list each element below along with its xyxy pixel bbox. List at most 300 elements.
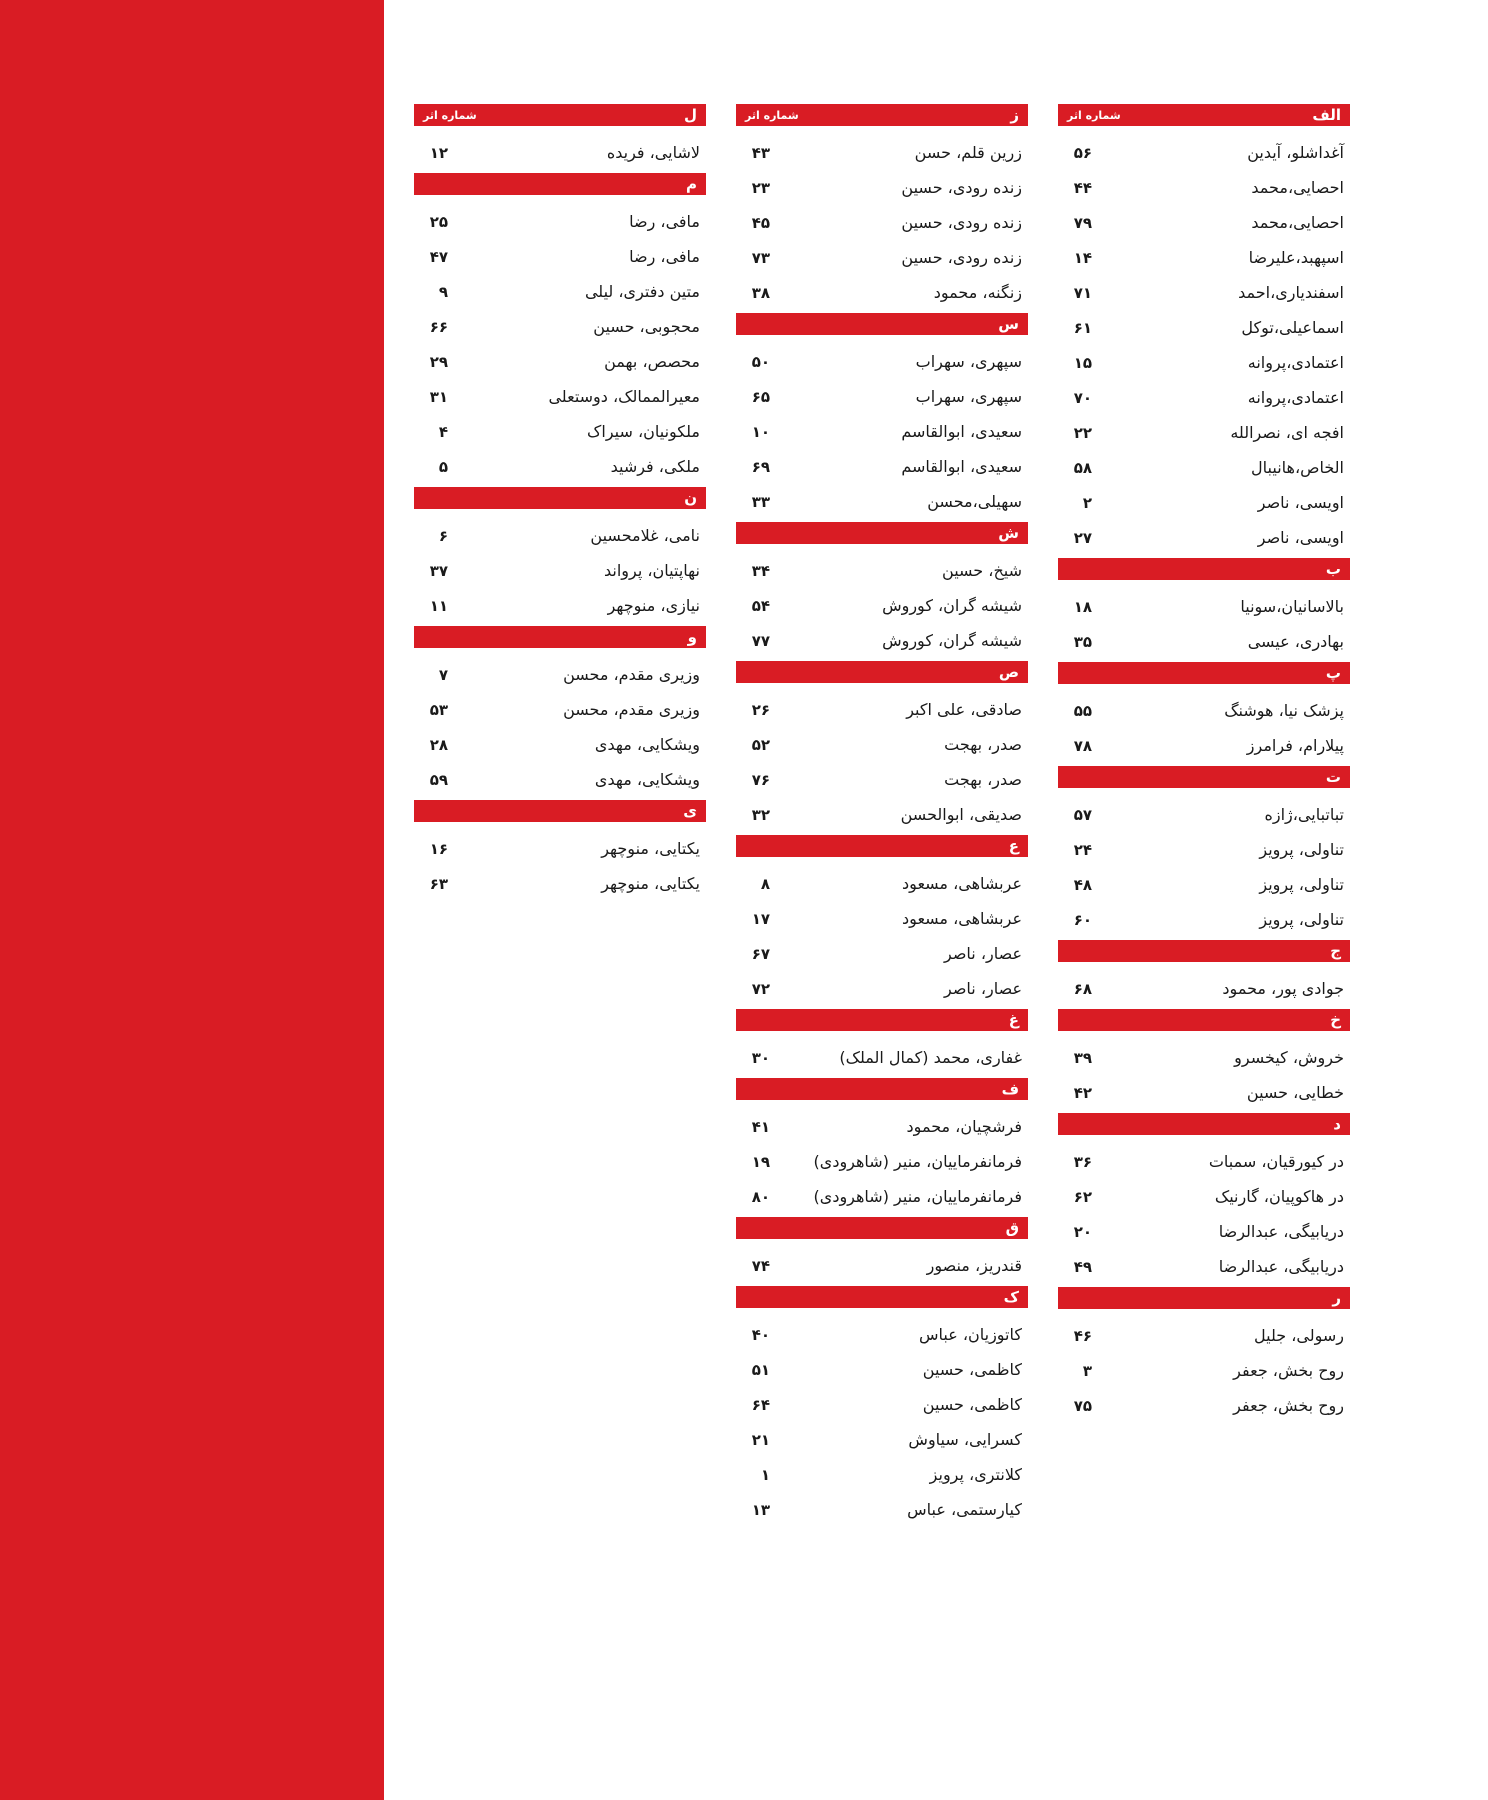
artwork-number: ۳ (1082, 1361, 1092, 1380)
index-column-1 (1058, 104, 1350, 1426)
artwork-number: ۲۳ (751, 178, 770, 197)
section-letter: غ (1008, 1011, 1019, 1029)
artist-name: صادقی، علی اکبر (906, 700, 1022, 719)
section-header (736, 835, 1028, 857)
artist-name: لاشایی، فریده (606, 143, 700, 162)
artist-name: نامی، غلامحسین (590, 526, 700, 545)
artist-name: زنده رودی، حسین (901, 178, 1022, 197)
artwork-number: ۷۴ (751, 1256, 770, 1275)
section-header (736, 104, 1028, 126)
artist-name: وزیری مقدم، محسن (563, 700, 700, 719)
artist-entry (1058, 275, 1350, 310)
artwork-number: ۳۲ (751, 805, 770, 824)
artist-entry (736, 1040, 1028, 1075)
artist-entry (414, 553, 706, 588)
artist-entry (414, 727, 706, 762)
artist-entry (1058, 450, 1350, 485)
artwork-number: ۱۴ (1073, 248, 1092, 267)
section-header (736, 1078, 1028, 1100)
artwork-number: ۱۵ (1073, 353, 1092, 372)
artist-entry (736, 1179, 1028, 1214)
artwork-number: ۷۱ (1073, 283, 1092, 302)
index-section (1058, 662, 1350, 763)
index-section (414, 800, 706, 901)
artist-name: عربشاهی، مسعود (902, 874, 1022, 893)
artist-name: محجوبی، حسین (593, 317, 700, 336)
artist-entry (1058, 485, 1350, 520)
artist-entry (1058, 1214, 1350, 1249)
artist-entry (414, 588, 706, 623)
section-letter: خ (1330, 1011, 1341, 1029)
artwork-number: ۱۶ (429, 839, 448, 858)
artist-name: اویسی، ناصر (1257, 493, 1344, 512)
artist-entry (736, 971, 1028, 1006)
artist-entry (736, 344, 1028, 379)
artwork-number: ۱۱ (429, 596, 448, 615)
artist-entry (736, 623, 1028, 658)
artwork-number: ۴ (438, 422, 448, 441)
artwork-number-label: شماره اثر (745, 108, 799, 122)
artist-name: در هاکوپیان، گارنیک (1214, 1187, 1344, 1206)
artist-entry (414, 866, 706, 901)
artwork-number: ۱۹ (751, 1152, 770, 1171)
artist-entry (1058, 1353, 1350, 1388)
artist-entry (1058, 170, 1350, 205)
section-header (1058, 662, 1350, 684)
section-header (1058, 104, 1350, 126)
section-letter: د (1333, 1115, 1341, 1133)
artwork-number: ۲۵ (429, 212, 448, 231)
artist-name: تناولی، پرویز (1259, 875, 1344, 894)
section-header (1058, 766, 1350, 788)
index-section (736, 1009, 1028, 1075)
section-letter: ش (998, 524, 1019, 542)
index-section (736, 1217, 1028, 1283)
red-side-band (0, 0, 384, 1800)
artist-name: سعیدی، ابوالقاسم (901, 457, 1022, 476)
artist-entry (736, 692, 1028, 727)
artist-entry (736, 275, 1028, 310)
section-letter: ف (1001, 1080, 1019, 1098)
section-letter: ر (1332, 1289, 1341, 1307)
artwork-number: ۱۳ (751, 1500, 770, 1519)
artwork-number: ۶ (438, 526, 448, 545)
artist-name: آغداشلو، آیدین (1247, 143, 1344, 162)
artist-entry (1058, 310, 1350, 345)
section-letter: پ (1325, 664, 1341, 682)
artist-entry (414, 831, 706, 866)
artist-name: سهیلی،محسن (927, 492, 1022, 511)
artwork-number: ۱۸ (1073, 597, 1092, 616)
artist-entry (1058, 693, 1350, 728)
artist-name: افجه ای، نصرالله (1230, 423, 1344, 442)
index-section (414, 487, 706, 623)
artist-name: اسفندیاری،احمد (1238, 283, 1344, 302)
artist-name: ویشکایی، مهدی (594, 770, 700, 789)
artwork-number: ۶۶ (429, 317, 448, 336)
section-header (1058, 1009, 1350, 1031)
artist-entry (1058, 1179, 1350, 1214)
artist-entry (736, 240, 1028, 275)
artist-entry (414, 518, 706, 553)
section-letter: ت (1325, 768, 1341, 786)
artist-name: صدر، بهجت (944, 735, 1022, 754)
artist-entry (1058, 589, 1350, 624)
artist-name: خطایی، حسین (1246, 1083, 1344, 1102)
artist-entry (736, 205, 1028, 240)
artist-name: صدر، بهجت (944, 770, 1022, 789)
artist-entry (1058, 624, 1350, 659)
artist-entry (1058, 867, 1350, 902)
index-section (736, 1286, 1028, 1527)
artist-entry (414, 379, 706, 414)
artist-entry (1058, 971, 1350, 1006)
artwork-number: ۶۸ (1073, 979, 1092, 998)
artist-entry (414, 414, 706, 449)
artwork-number: ۸۰ (751, 1187, 770, 1206)
index-section (1058, 1113, 1350, 1284)
artist-entry (414, 449, 706, 484)
artist-name: شیخ، حسین (942, 561, 1022, 580)
artwork-number: ۷۸ (1073, 736, 1092, 755)
index-section (1058, 558, 1350, 659)
artist-entry (1058, 902, 1350, 937)
index-section (414, 626, 706, 797)
artist-name: بهادری، عیسی (1247, 632, 1344, 651)
artwork-number: ۳۳ (751, 492, 770, 511)
section-header (736, 661, 1028, 683)
artwork-number: ۶۳ (429, 874, 448, 893)
artwork-number: ۵۳ (429, 700, 448, 719)
index-section (1058, 1287, 1350, 1423)
artist-name: قندریز، منصور (926, 1256, 1022, 1275)
artist-name: ویشکایی، مهدی (594, 735, 700, 754)
section-letter: ع (1008, 837, 1019, 855)
index-column-3 (414, 104, 706, 904)
index-section (414, 104, 706, 170)
artist-entry (736, 1109, 1028, 1144)
index-section (736, 313, 1028, 519)
artwork-number: ۱۷ (751, 909, 770, 928)
artist-name: دریابیگی، عبدالرضا (1218, 1257, 1344, 1276)
artist-entry (736, 1248, 1028, 1283)
artist-entry (736, 936, 1028, 971)
artist-name: سپهری، سهراب (915, 387, 1022, 406)
artwork-number: ۲۸ (429, 735, 448, 754)
artwork-number: ۵۴ (751, 596, 770, 615)
artwork-number: ۷۶ (751, 770, 770, 789)
artist-name: کلانتری، پرویز (929, 1465, 1022, 1484)
artist-name: زنگنه، محمود (933, 283, 1022, 302)
artist-entry (736, 1317, 1028, 1352)
artwork-number: ۵۰ (751, 352, 770, 371)
artwork-number: ۷۹ (1073, 213, 1092, 232)
artist-entry (736, 170, 1028, 205)
artist-name: سعیدی، ابوالقاسم (901, 422, 1022, 441)
artist-entry (414, 274, 706, 309)
artist-entry (736, 1457, 1028, 1492)
artist-name: کسرایی، سیاوش (908, 1430, 1022, 1449)
index-section (1058, 766, 1350, 937)
index-section (736, 522, 1028, 658)
artist-entry (414, 762, 706, 797)
artist-entry (736, 553, 1028, 588)
artist-name: کاتوزیان، عباس (918, 1325, 1022, 1344)
artist-entry (414, 239, 706, 274)
artwork-number: ۲۱ (751, 1430, 770, 1449)
artist-entry (1058, 520, 1350, 555)
section-header (1058, 940, 1350, 962)
artwork-number: ۴۴ (1073, 178, 1092, 197)
artist-name: فرمانفرماییان، منیر (شاهرودی) (813, 1187, 1022, 1206)
artist-name: عصار، ناصر (943, 979, 1022, 998)
artwork-number: ۷۳ (751, 248, 770, 267)
artwork-number: ۹ (438, 282, 448, 301)
artist-entry (1058, 1388, 1350, 1423)
artwork-number: ۶۱ (1073, 318, 1092, 337)
artist-entry (736, 1352, 1028, 1387)
artist-name: احصایی،محمد (1251, 178, 1344, 197)
artwork-number: ۴۵ (751, 213, 770, 232)
artist-name: یکتایی، منوچهر (601, 839, 700, 858)
artist-name: فرمانفرماییان، منیر (شاهرودی) (813, 1152, 1022, 1171)
artist-name: اسپهبد،علیرضا (1248, 248, 1344, 267)
index-section (414, 173, 706, 484)
section-letter: الف (1312, 106, 1341, 124)
section-header (414, 104, 706, 126)
artist-name: اعتمادی،پروانه (1247, 388, 1344, 407)
artist-name: نهاپتیان، پرواند (604, 561, 700, 580)
artist-name: زنده رودی، حسین (901, 213, 1022, 232)
artwork-number: ۴۸ (1073, 875, 1092, 894)
artist-name: رسولی، جلیل (1254, 1326, 1344, 1345)
artwork-number: ۳۷ (429, 561, 448, 580)
section-header (736, 1009, 1028, 1031)
artist-name: اویسی، ناصر (1257, 528, 1344, 547)
artist-name: زنده رودی، حسین (901, 248, 1022, 267)
artwork-number: ۴۷ (429, 247, 448, 266)
artist-entry (736, 762, 1028, 797)
artwork-number: ۲۹ (429, 352, 448, 371)
section-header (414, 800, 706, 822)
artist-entry (1058, 1040, 1350, 1075)
artist-name: کاظمی، حسین (922, 1395, 1022, 1414)
artist-name: وزیری مقدم، محسن (563, 665, 700, 684)
artist-name: زرین قلم، حسن (914, 143, 1022, 162)
index-section (736, 1078, 1028, 1214)
artist-name: عصار، ناصر (943, 944, 1022, 963)
artist-entry (414, 309, 706, 344)
section-header (414, 173, 706, 195)
artist-name: مافی، رضا (629, 247, 700, 266)
index-section (1058, 940, 1350, 1006)
artwork-number: ۳۹ (1073, 1048, 1092, 1067)
artwork-number: ۲۶ (751, 700, 770, 719)
artist-name: محصص، بهمن (604, 352, 700, 371)
artist-name: خروش، کیخسرو (1234, 1048, 1344, 1067)
artist-entry (414, 135, 706, 170)
section-header (736, 1217, 1028, 1239)
artwork-number: ۱ (760, 1465, 770, 1484)
artwork-number-label: شماره اثر (423, 108, 477, 122)
artist-entry (736, 588, 1028, 623)
artwork-number-label: شماره اثر (1067, 108, 1121, 122)
section-letter: ی (683, 802, 697, 820)
artist-entry (1058, 415, 1350, 450)
artwork-number: ۲۲ (1073, 423, 1092, 442)
section-header (736, 522, 1028, 544)
artist-name: الخاص،هانیبال (1251, 458, 1344, 477)
artwork-number: ۵۱ (751, 1360, 770, 1379)
artwork-number: ۵۸ (1073, 458, 1092, 477)
index-section (736, 104, 1028, 310)
artwork-number: ۳۶ (1073, 1152, 1092, 1171)
artist-entry (1058, 1075, 1350, 1110)
section-header (736, 313, 1028, 335)
artist-entry (736, 1387, 1028, 1422)
artist-entry (1058, 380, 1350, 415)
index-column-2 (736, 104, 1028, 1530)
artist-name: متین دفتری، لیلی (584, 282, 700, 301)
artist-entry (1058, 1144, 1350, 1179)
artwork-number: ۶۰ (1073, 910, 1092, 929)
section-header (1058, 1113, 1350, 1135)
section-header (736, 1286, 1028, 1308)
artist-entry (736, 901, 1028, 936)
artwork-number: ۷۷ (751, 631, 770, 650)
section-letter: ن (684, 489, 697, 507)
artwork-number: ۵ (438, 457, 448, 476)
artist-name: روح بخش، جعفر (1233, 1396, 1344, 1415)
artist-name: جوادی پور، محمود (1222, 979, 1344, 998)
artist-name: یکتایی، منوچهر (601, 874, 700, 893)
artwork-number: ۳۵ (1073, 632, 1092, 651)
artwork-number: ۵۷ (1073, 805, 1092, 824)
index-section (1058, 104, 1350, 555)
artwork-number: ۳۸ (751, 283, 770, 302)
artist-entry (736, 1144, 1028, 1179)
artist-entry (1058, 135, 1350, 170)
artwork-number: ۳۴ (751, 561, 770, 580)
artwork-number: ۴۶ (1073, 1326, 1092, 1345)
artist-name: دریابیگی، عبدالرضا (1218, 1222, 1344, 1241)
artist-name: پیلارام، فرامرز (1246, 736, 1344, 755)
artwork-number: ۷۰ (1073, 388, 1092, 407)
artwork-number: ۴۲ (1073, 1083, 1092, 1102)
artist-name: روح بخش، جعفر (1233, 1361, 1344, 1380)
artist-name: اسماعیلی،توکل (1241, 318, 1344, 337)
artist-name: کیارستمی، عباس (907, 1500, 1022, 1519)
artwork-number: ۴۹ (1073, 1257, 1092, 1276)
section-letter: ق (1005, 1219, 1019, 1237)
artist-name: معیرالممالک، دوستعلی (548, 387, 700, 406)
artist-entry (1058, 832, 1350, 867)
artwork-number: ۷ (438, 665, 448, 684)
artist-entry (736, 379, 1028, 414)
artist-entry (414, 204, 706, 239)
artist-entry (1058, 797, 1350, 832)
artwork-number: ۳۱ (429, 387, 448, 406)
artist-name: غفاری، محمد (کمال الملک) (839, 1048, 1022, 1067)
artwork-number: ۵۶ (1073, 143, 1092, 162)
artist-name: عربشاهی، مسعود (902, 909, 1022, 928)
artist-name: مافی، رضا (629, 212, 700, 231)
artwork-number: ۲۷ (1073, 528, 1092, 547)
artwork-number: ۳۰ (751, 1048, 770, 1067)
artwork-number: ۴۰ (751, 1325, 770, 1344)
artist-entry (414, 657, 706, 692)
artwork-number: ۶۲ (1073, 1187, 1092, 1206)
artwork-number: ۴۱ (751, 1117, 770, 1136)
artist-name: ملکونیان، سیراک (587, 422, 700, 441)
artist-entry (1058, 240, 1350, 275)
artist-entry (1058, 1318, 1350, 1353)
artist-name: احصایی،محمد (1251, 213, 1344, 232)
artist-name: تباتبایی،ژازه (1264, 805, 1344, 824)
section-letter: ز (1010, 106, 1019, 124)
artwork-number: ۴۳ (751, 143, 770, 162)
artwork-number: ۷۵ (1073, 1396, 1092, 1415)
artwork-number: ۲ (1082, 493, 1092, 512)
index-section (736, 661, 1028, 832)
artwork-number: ۶۵ (751, 387, 770, 406)
section-letter: ص (998, 663, 1019, 681)
artist-name: ملکی، فرشید (610, 457, 700, 476)
artist-name: اعتمادی،پروانه (1247, 353, 1344, 372)
artwork-number: ۲۰ (1073, 1222, 1092, 1241)
artist-entry (736, 484, 1028, 519)
section-letter: ج (1330, 942, 1341, 960)
artist-entry (736, 1422, 1028, 1457)
section-letter: ب (1325, 560, 1341, 578)
artist-entry (1058, 728, 1350, 763)
artist-entry (414, 692, 706, 727)
artist-name: شیشه گران، کوروش (882, 631, 1022, 650)
artist-entry (736, 727, 1028, 762)
artist-entry (736, 1492, 1028, 1527)
artwork-number: ۸ (760, 874, 770, 893)
artist-entry (414, 344, 706, 379)
section-letter: ک (1003, 1288, 1019, 1306)
artwork-number: ۶۹ (751, 457, 770, 476)
section-header (1058, 1287, 1350, 1309)
artist-name: پزشک نیا، هوشنگ (1224, 701, 1344, 720)
artwork-number: ۱۰ (751, 422, 770, 441)
artwork-number: ۷۲ (751, 979, 770, 998)
artist-name: تناولی، پرویز (1259, 910, 1344, 929)
artist-name: سپهری، سهراب (915, 352, 1022, 371)
section-letter: س (998, 315, 1019, 333)
artwork-number: ۵۲ (751, 735, 770, 754)
artist-entry (736, 414, 1028, 449)
artist-name: فرشچیان، محمود (906, 1117, 1022, 1136)
artist-name: شیشه گران، کوروش (882, 596, 1022, 615)
section-letter: و (687, 628, 697, 646)
section-letter: م (686, 175, 697, 193)
artist-name: بالاسانیان،سونیا (1240, 597, 1344, 616)
artwork-number: ۵۵ (1073, 701, 1092, 720)
artist-name: نیازی، منوچهر (607, 596, 700, 615)
artist-entry (736, 449, 1028, 484)
artwork-number: ۶۴ (751, 1395, 770, 1414)
artwork-number: ۶۷ (751, 944, 770, 963)
index-section (736, 835, 1028, 1006)
artwork-number: ۵۹ (429, 770, 448, 789)
artist-entry (736, 135, 1028, 170)
artwork-number: ۲۴ (1073, 840, 1092, 859)
artist-name: کاظمی، حسین (922, 1360, 1022, 1379)
artist-entry (736, 797, 1028, 832)
